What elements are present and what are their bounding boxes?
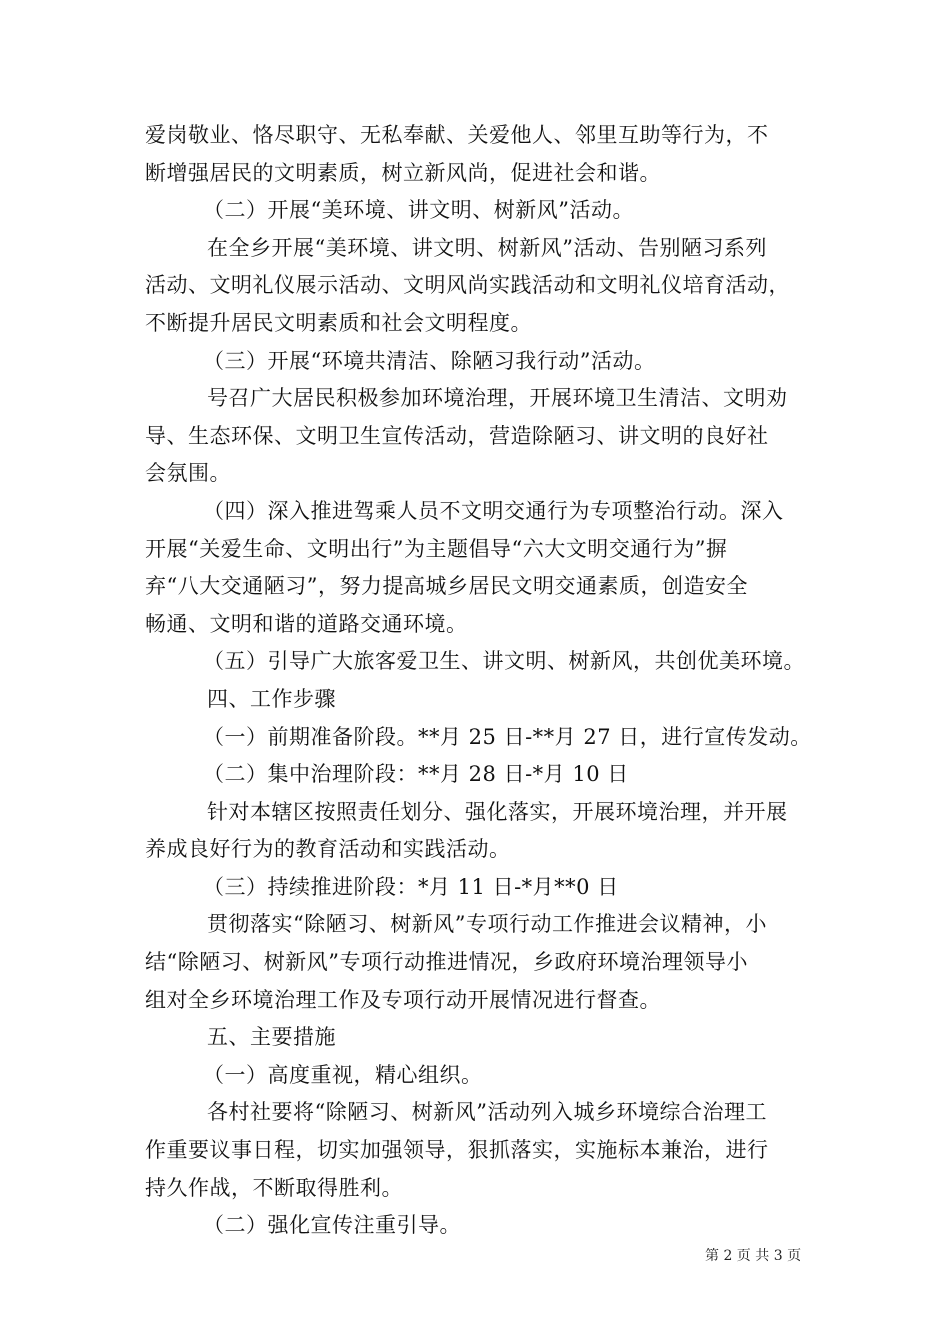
paragraph-line: 在全乡开展“美环境、讲文明、树新风”活动、告别陋习系列 [207, 235, 767, 260]
section-heading: （一）前期准备阶段。**月 25 日-**月 27 日，进行宣传发动。 [203, 724, 812, 749]
section-heading: （二）强化宣传注重引导。 [203, 1213, 461, 1238]
paragraph-line: 畅通、文明和谐的道路交通环境。 [145, 611, 468, 636]
paragraph-line: 导、生态环保、文明卫生宣传活动，营造除陋习、讲文明的良好社 [145, 423, 769, 448]
paragraph-line: 结“除陋习、树新风”专项行动推进情况，乡政府环境治理领导小 [145, 950, 748, 975]
chapter-heading: 四、工作步骤 [207, 686, 336, 711]
section-heading: （二）开展“美环境、讲文明、树新风”活动。 [203, 198, 634, 223]
paragraph-line: 组对全乡环境治理工作及专项行动开展情况进行督查。 [145, 987, 661, 1012]
section-heading: （三）开展“环境共清洁、除陋习我行动”活动。 [203, 348, 656, 373]
section-heading: （二）集中治理阶段：**月 28 日-*月 10 日 [203, 762, 629, 787]
paragraph-line: 号召广大居民积极参加环境治理，开展环境卫生清洁、文明劝 [207, 386, 788, 411]
paragraph-line: 养成良好行为的教育活动和实践活动。 [145, 837, 511, 862]
section-heading: （四）深入推进驾乘人员不文明交通行为专项整治行动。深入 [203, 498, 784, 523]
section-heading: （一）高度重视，精心组织。 [203, 1062, 483, 1087]
paragraph-line: 贯彻落实“除陋习、树新风”专项行动工作推进会议精神，小 [207, 912, 767, 937]
paragraph-line: 断增强居民的文明素质，树立新风尚，促进社会和谐。 [145, 160, 661, 185]
paragraph-line: 爱岗敬业、恪尽职守、无私奉献、关爱他人、邻里互助等行为，不 [145, 123, 769, 147]
paragraph-line: 持久作战，不断取得胜利。 [145, 1175, 403, 1200]
page-number-footer: 第 2 页 共 3 页 [705, 1248, 802, 1264]
section-heading: （三）持续推进阶段：*月 11 日-*月**0 日 [203, 874, 619, 899]
paragraph-line: 不断提升居民文明素质和社会文明程度。 [145, 310, 532, 335]
paragraph-line: 会氛围。 [145, 461, 231, 486]
paragraph-line: 针对本辖区按照责任划分、强化落实，开展环境治理，并开展 [207, 799, 788, 824]
paragraph-line: 弃“八大交通陋习”，努力提高城乡居民文明交通素质，创造安全 [145, 574, 748, 599]
document-body [145, 117, 815, 1245]
paragraph-line: 各村社要将“除陋习、树新风”活动列入城乡环境综合治理工 [207, 1100, 767, 1125]
paragraph-line: 开展“关爱生命、文明出行”为主题倡导“六大文明交通行为”摒 [145, 536, 728, 561]
chapter-heading: 五、主要措施 [207, 1025, 336, 1050]
paragraph-line: 活动、文明礼仪展示活动、文明风尚实践活动和文明礼仪培育活动， [145, 273, 790, 298]
section-heading: （五）引导广大旅客爱卫生、讲文明、树新风，共创优美环境。 [203, 649, 805, 674]
paragraph-line: 作重要议事日程，切实加强领导，狠抓落实，实施标本兼治，进行 [145, 1138, 769, 1163]
